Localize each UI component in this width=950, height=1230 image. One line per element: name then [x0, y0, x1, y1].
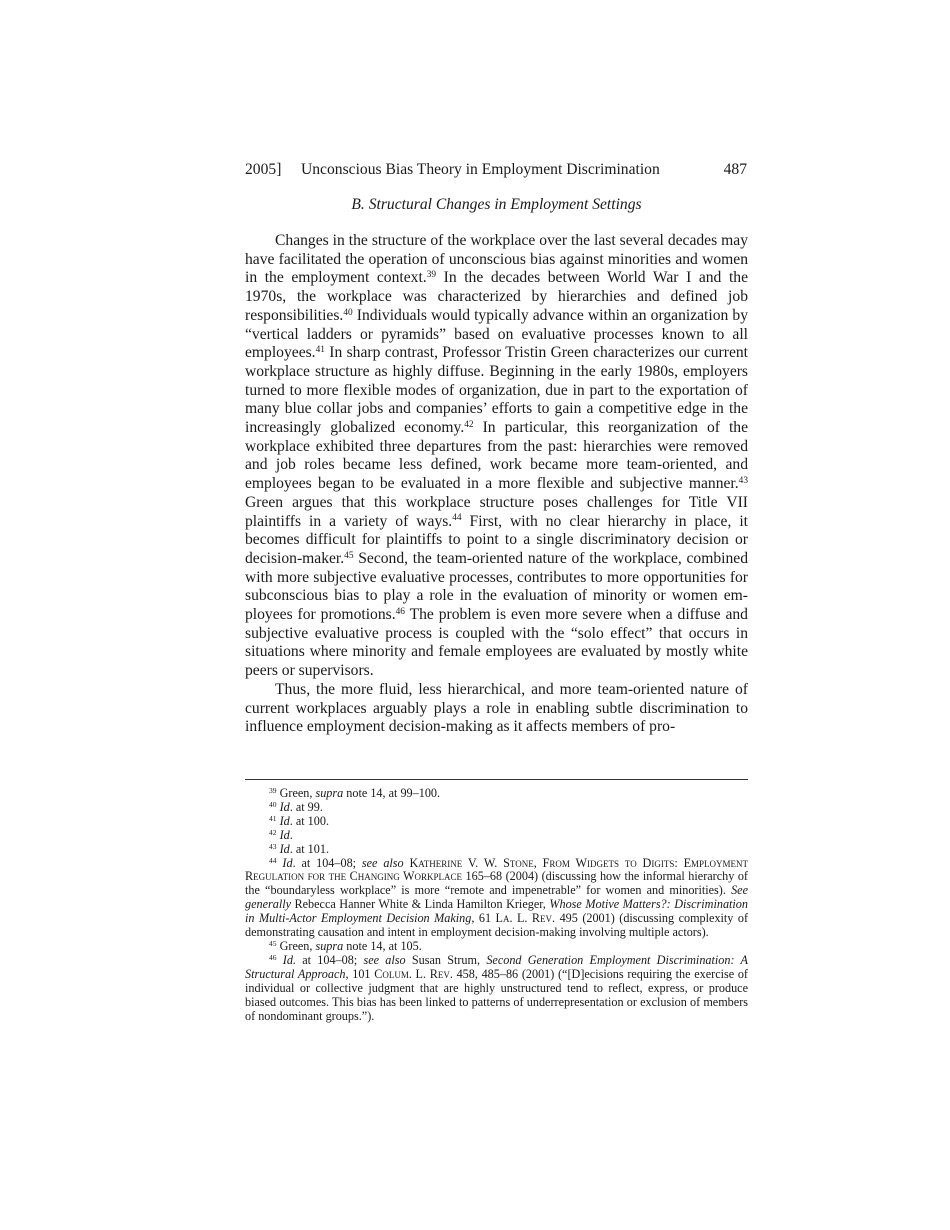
text-run-italic: Whose Motive Matters?: Discrimination in Multi-Actor Employment Decision Making — [245, 897, 748, 926]
footnote-ref-43: 43 — [738, 476, 748, 486]
footnote-divider — [245, 779, 748, 780]
footnote-number: 44 — [269, 855, 277, 865]
text-run-italic: Second Generation Employment Discrimination: A Structural Approach — [245, 952, 748, 981]
header-page-number: 487 — [723, 161, 747, 178]
body-text — [245, 232, 748, 737]
footnote-number: 45 — [269, 939, 277, 949]
footnote-ref-42: 42 — [464, 419, 474, 430]
footnote-45 — [245, 940, 748, 954]
text-run: , 101 — [345, 966, 375, 981]
footnote-ref-40: 40 — [343, 307, 353, 318]
header-running-title: Unconscious Bias Theory in Employment Discrimination — [301, 161, 660, 178]
footnote-39 — [245, 787, 748, 801]
text-run: note 14, at 105. — [343, 938, 422, 953]
footnote-44 — [245, 857, 748, 940]
text-run-italic: See generally — [245, 883, 748, 912]
text-run-small-caps: La. L. Rev. — [495, 911, 556, 926]
text-run: Green argues that this workplace structure poses challenges for Title VII plaintiffs in a variety of ways. — [245, 493, 748, 530]
text-run: In the decades between World War I and the 1970s, the workplace was characterized by hierarchies and defined job responsibilities. — [245, 269, 748, 324]
footnote-number: 41 — [269, 814, 277, 824]
text-run: Green, — [276, 938, 316, 953]
text-run-small-caps: Katherine V. W. Stone, From Widgets to Digits: Employment Regulation for the Changing Workplace — [245, 855, 749, 884]
footnote-46 — [245, 954, 748, 1024]
footnote-number: 39 — [269, 786, 277, 796]
section-heading: B. Structural Changes in Employment Settings — [351, 196, 642, 213]
text-run: First, with no clear hierarchy in place, it becomes difficult for plaintiffs to point to a single discriminatory decision or decision-maker. — [245, 512, 748, 567]
text-run-italic: Id — [279, 841, 290, 856]
footnote-number: 46 — [269, 953, 277, 963]
text-run: note 14, at 99–100. — [343, 786, 441, 800]
text-run: Susan Strum, — [405, 952, 487, 967]
text-run-italic: Id. — [282, 952, 296, 967]
text-run: . at 101. — [289, 841, 330, 856]
footnote-number: 43 — [269, 841, 277, 851]
text-run: Rebecca Hanner White & Linda Hamilton Krieger, — [291, 897, 550, 912]
text-run: . at 104–08; — [292, 855, 362, 870]
text-run-italic: Id — [279, 799, 290, 814]
text-run: 495 (2001) (discussing complexity of demonstrating causation and intent in employment decision-making involving multiple actors). — [245, 911, 749, 940]
text-run: The problem is even more severe when a diffuse and subjective evaluative process is coupled with the “solo effect” that occurs in situations where minority and female employees are evaluated by mostly white peers or supervisors. — [245, 606, 748, 680]
footnote-ref-41: 41 — [315, 345, 325, 356]
text-run-italic: supra — [315, 938, 344, 953]
text-run: In particular, this reorganization of the workplace exhibited three departures from the past: hierarchies were removed and job roles became less defined, work became more team-oriented, and employees began to be evaluated in a more flexible and subjective manner. — [245, 419, 748, 493]
text-run: , 61 — [471, 911, 496, 926]
text-run: . at 100. — [289, 813, 330, 828]
footnotes — [245, 787, 748, 1023]
text-run-italic: supra — [315, 786, 344, 800]
text-run: Green, — [276, 786, 316, 800]
text-run-italic: Id — [279, 827, 290, 842]
text-run: In sharp contrast, Professor Tristin Green characterizes our current workplace structure as highly diffuse. Beginning in the early 1980s, employers turned to more flexible modes of organization, due in part to the exportation of many blue collar jobs and companies’ efforts to gain a competitive edge in the increasingly globalized economy. — [245, 344, 748, 437]
text-run-italic: Id — [279, 813, 290, 828]
footnote-ref-39: 39 — [426, 270, 437, 281]
header-volume-year: 2005] — [245, 161, 282, 178]
text-run: . — [289, 827, 293, 842]
text-run-italic: see also — [361, 855, 404, 870]
text-run: at 104–08; — [296, 952, 364, 967]
body-paragraph-2: Thus, the more fluid, less hierarchical, and more team-oriented nature of current workplaces arguably plays a role in enabling subtle discrimination to influence employment decision-making as it affects members of pro- — [245, 680, 748, 736]
text-run: 458, 485–86 (2001) (“[D]ecisions requiring the exercise of individual or collective judgment that are highly unstructured tend to reflect, express, or produce biased outcomes. This bias has been linked to patterns of underrepresentation or exclusion of members of nondominant groups.”). — [245, 966, 748, 1023]
footnote-ref-46: 46 — [395, 606, 405, 617]
footnote-number: 42 — [269, 827, 277, 837]
text-run: . at 99. — [289, 799, 323, 814]
text-run-small-caps: Colum. L. Rev. — [374, 966, 453, 981]
footnote-41 — [245, 815, 748, 829]
text-run: Individuals would typically advance within an organization by “vertical ladders or pyramids” based on evaluative processes known to all employees. — [245, 306, 748, 362]
footnote-40 — [245, 801, 748, 815]
footnote-42 — [245, 829, 748, 843]
footnote-number: 40 — [269, 800, 277, 810]
footnote-43 — [245, 843, 748, 857]
footnote-ref-45: 45 — [344, 550, 354, 561]
body-paragraph-1 — [245, 232, 748, 681]
text-run: 165–68 (2004) (discussing how the informal hierarchy of the “boundaryless workplace” is more “remote and impenetrable” for women and minorities). — [245, 869, 748, 898]
text-run: Second, the team-oriented nature of the workplace, combined with more subjective evaluative processes, contributes to more opportunities for subconscious bias to play a role in the evaluation of minority or women employees for promotions. — [245, 549, 748, 624]
running-header — [245, 161, 748, 181]
text-run-italic: see also — [363, 952, 406, 967]
text-run-italic: Id — [282, 855, 293, 870]
footnote-ref-44: 44 — [452, 513, 462, 524]
text-run: Changes in the structure of the workplace over the last several decades may have facilitated the operation of unconscious bias against minorities and women in the employment context. — [245, 232, 748, 287]
